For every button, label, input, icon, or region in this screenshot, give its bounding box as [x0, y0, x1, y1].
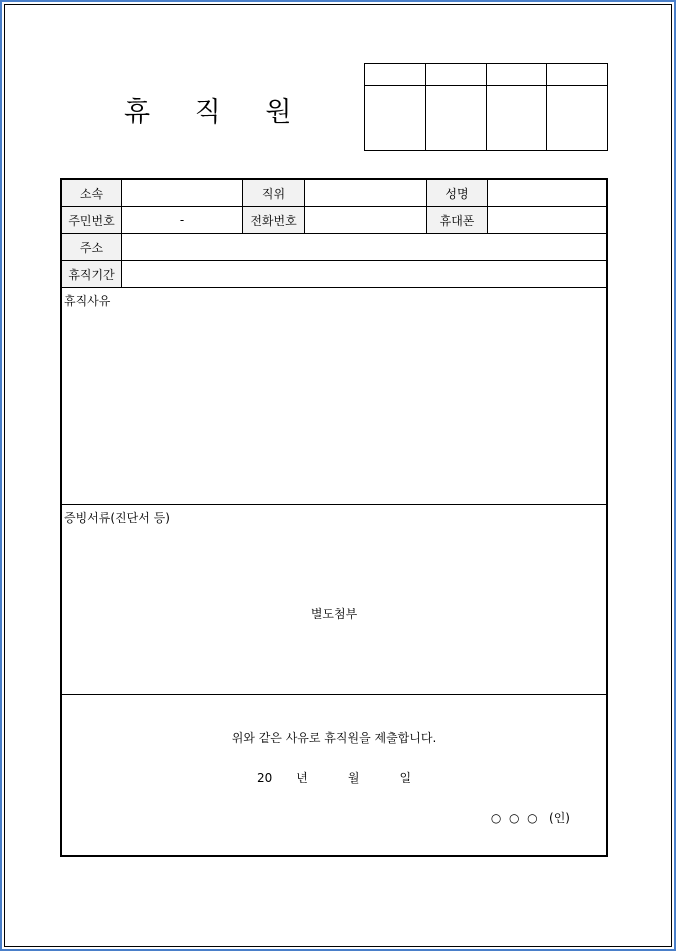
documents-label: 증빙서류(진단서 등) [64, 511, 170, 525]
affiliation-field[interactable] [122, 180, 243, 206]
approval-sign-cell [547, 86, 608, 151]
phone-field[interactable] [305, 207, 427, 233]
date-year: 년 [296, 771, 308, 785]
approval-header-cell [425, 64, 486, 86]
statement-text: 위와 같은 사유로 휴직원을 제출합니다. [231, 731, 437, 745]
leave-period-label: 휴직기간 [62, 261, 122, 287]
phone-label: 전화번호 [243, 207, 305, 233]
form-row-period [62, 261, 606, 288]
name-label: 성명 [427, 180, 488, 206]
documents-section [62, 505, 606, 695]
approval-box [364, 63, 608, 151]
date-year-prefix: 20 [256, 771, 273, 785]
leave-period-field[interactable] [122, 261, 606, 287]
signature-line: ○ ○ ○ (인) [490, 811, 570, 825]
address-label: 주소 [62, 234, 122, 260]
form-row-address [62, 234, 606, 261]
statement-section [62, 695, 606, 855]
mobile-label: 휴대폰 [427, 207, 488, 233]
leave-application-form [60, 178, 608, 857]
position-field[interactable] [305, 180, 427, 206]
approval-header-cell [547, 64, 608, 86]
approval-header-cell [365, 64, 426, 86]
address-field[interactable] [122, 234, 606, 260]
approval-sign-cell [365, 86, 426, 151]
date-day: 일 [399, 771, 412, 785]
mobile-field[interactable] [488, 207, 606, 233]
resident-no-field[interactable]: - [122, 207, 243, 233]
resident-no-label: 주민번호 [62, 207, 122, 233]
reason-section[interactable] [62, 288, 606, 505]
approval-header-cell [486, 64, 547, 86]
affiliation-label: 소속 [62, 180, 122, 206]
document-title: 휴 직 원 [124, 97, 310, 128]
approval-sign-cell [425, 86, 486, 151]
reason-label: 휴직사유 [64, 294, 111, 308]
name-field[interactable] [488, 180, 606, 206]
documents-note: 별도첨부 [310, 607, 358, 621]
form-row-contact [62, 207, 606, 234]
position-label: 직위 [243, 180, 305, 206]
date-month: 월 [347, 771, 360, 785]
approval-sign-cell [486, 86, 547, 151]
date-line [62, 769, 606, 786]
form-row-basic [62, 180, 606, 207]
